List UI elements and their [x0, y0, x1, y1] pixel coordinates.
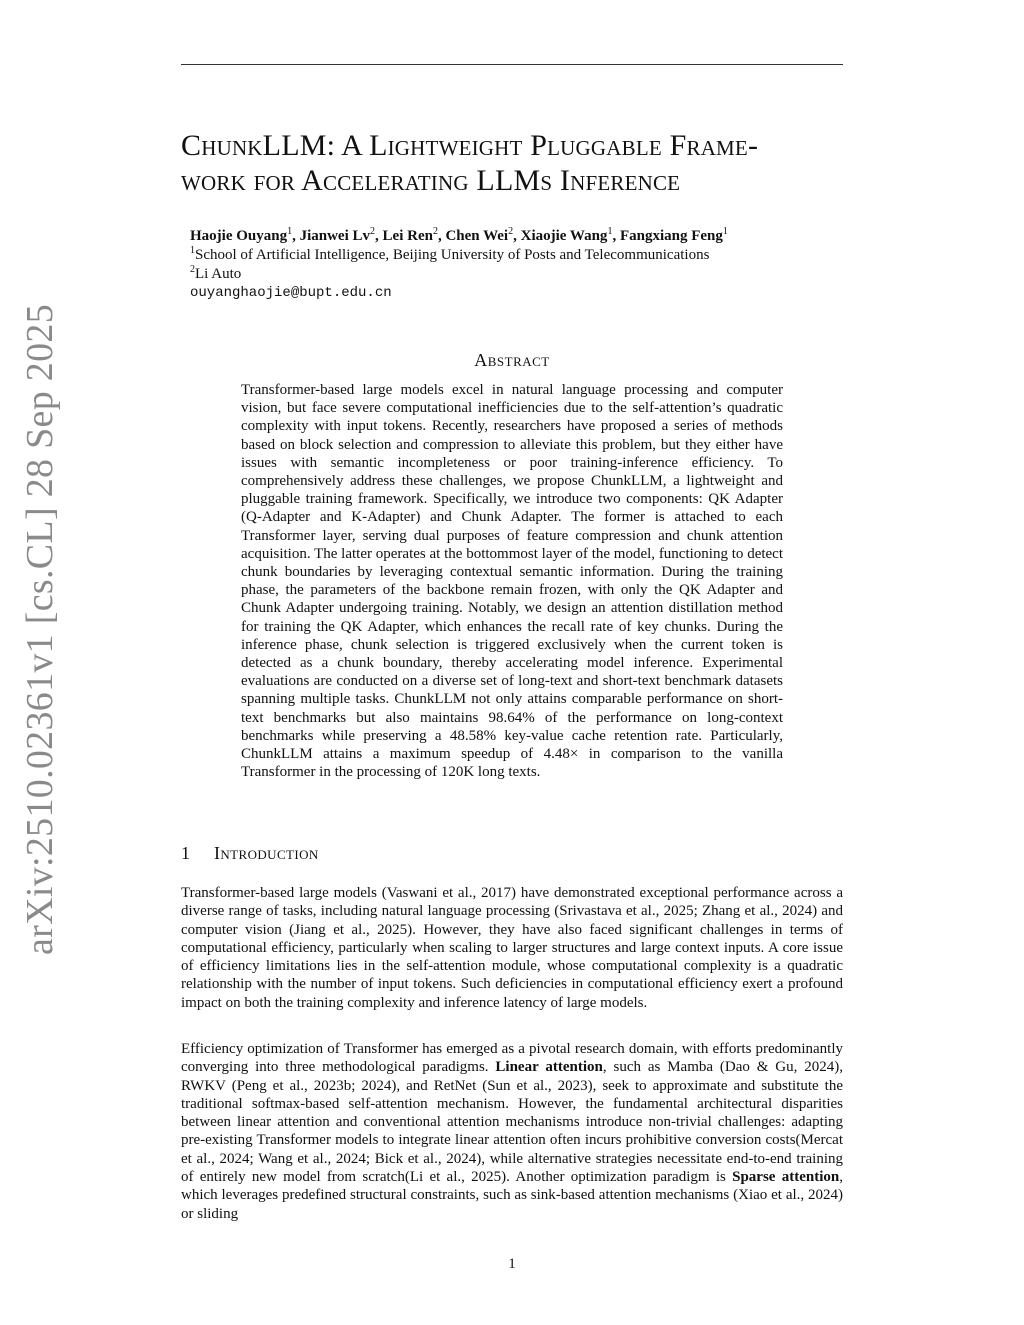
- affiliation-text: Li Auto: [195, 266, 242, 282]
- section-heading-introduction: [181, 843, 319, 864]
- author-name: Jianwei Lv: [299, 228, 371, 244]
- author-block: [190, 227, 840, 303]
- affiliation-mark: 1: [607, 226, 613, 237]
- affiliation-mark: 2: [508, 226, 514, 237]
- page-number: 1: [508, 1256, 516, 1272]
- author-email: ouyanghaojie@bupt.edu.cn: [190, 285, 392, 301]
- emphasis-linear-attention: Linear attention: [495, 1059, 603, 1076]
- affiliation-mark: 2: [190, 264, 195, 275]
- affiliation-mark: 2: [432, 226, 438, 237]
- author-name: Xiaojie Wang: [520, 228, 608, 244]
- arxiv-watermark: arXiv:2510.02361v1 [cs.CL] 28 Sep 2025: [19, 304, 61, 955]
- title-line-1: ChunkLLM: A Lightweight Pluggable Frame-: [181, 129, 759, 162]
- author-name: Haojie Ouyang: [190, 228, 288, 244]
- author-name: Fangxiang Feng: [619, 228, 723, 244]
- section-number: 1: [181, 843, 191, 863]
- intro-paragraph-2: [181, 1040, 843, 1223]
- affiliation-mark: 1: [190, 245, 195, 256]
- affiliation-text: School of Artificial Intelligence, Beijing University of Posts and Telecommunications: [195, 247, 710, 263]
- top-rule: [181, 64, 843, 65]
- affiliation-2: [190, 265, 840, 284]
- affiliation-mark: 1: [722, 226, 728, 237]
- section-title: Introduction: [214, 843, 319, 863]
- paragraph-text: Efficiency optimization of Transformer has emerged as a pivotal research domain, with efforts predominantly converging into three methodological paradigms.: [181, 1041, 843, 1076]
- paragraph-text: , which leverages predefined structural constraints, such as sink-based attention mechanisms (Xiao et al., 2024) or sliding: [181, 1169, 843, 1222]
- author-name: Lei Ren: [382, 228, 433, 244]
- affiliation-mark: 2: [370, 226, 376, 237]
- intro-paragraph-1: Transformer-based large models (Vaswani et al., 2017) have demonstrated exceptional performance across a diverse range of tasks, including natural language processing (Srivastava et al., 2025; Zhang et al., 2024) and computer vision (Jiang et al., 2025). However, they have also faced significant challenges in terms of computational efficiency, particularly when scaling to larger structures and large context inputs. A core issue of efficiency limitations lies in the self-attention module, whose computational complexity is a quadratic relationship with the number of input tokens. Such deficiencies in computational efficiency exert a profound impact on both the training complexity and inference latency of large models.: [181, 885, 843, 1011]
- abstract-text: Transformer-based large models excel in natural language processing and computer vision, but face severe computational inefficiencies due to the self-attention’s quadratic complexity with input tokens. Recently, researchers have proposed a series of methods based on block selection and compression to alleviate this problem, but they either have issues with semantic incompleteness or poor training-inference efficiency. To comprehensively address these challenges, we propose ChunkLLM, a lightweight and pluggable training framework. Specifically, we introduce two components: QK Adapter (Q-Adapter and K-Adapter) and Chunk Adapter. The former is attached to each Transformer layer, serving dual purposes of feature compression and chunk attention acquisition. The latter operates at the bottommost layer of the model, functioning to detect chunk boundaries by leveraging contextual semantic information. During the training phase, the parameters of the backbone remain frozen, with only the QK Adapter and Chunk Adapter undergoing training. Notably, we design an attention distillation method for training the QK Adapter, which enhances the recall rate of key chunks. During the inference phase, chunk selection is triggered exclusively when the current token is detected as a chunk boundary, thereby accelerating model inference. Experimental evaluations are conducted on a diverse set of long-text and short-text benchmark datasets spanning multiple tasks. ChunkLLM not only attains comparable performance on short-text benchmarks but also maintains 98.64% of the performance on long-context benchmarks while preserving a 48.58% key-value cache retention rate. Particularly, ChunkLLM attains a maximum speedup of 4.48× in comparison to the vanilla Transformer in the processing of 120K long texts.: [241, 382, 783, 781]
- title-line-2: work for Accelerating LLMs Inference: [181, 164, 681, 197]
- abstract-heading: Abstract: [474, 350, 550, 370]
- paragraph-text: , such as Mamba (Dao & Gu, 2024), RWKV (Peng et al., 2023b; 2024), and RetNet (Sun et al., 2023), seek to approximate and substitute the traditional softmax-based self-attention mechanism. However, the fundamental architectural disparities between linear attention and conventional attention mechanisms introduce non-trivial challenges: adapting pre-existing Transformer models to integrate linear attention often incurs prohibitive conversion costs(Mercat et al., 2024; Wang et al., 2024; Bick et al., 2024), while alternative strategies necessitate end-to-end training of entirely new model from scratch(Li et al., 2025). Another optimization paradigm is: [181, 1059, 843, 1186]
- author-name: Chen Wei: [445, 228, 509, 244]
- emphasis-sparse-attention: Sparse attention: [732, 1169, 840, 1186]
- paper-title: [181, 128, 846, 198]
- affiliation-1: [190, 246, 840, 265]
- author-list: Haojie Ouyang$^1$, Jianwei Lv$^2$, Lei Ren$^2$, Chen Wei$^2$, Xiaojie Wang$^1$, Fangxiang Feng$^1$: [190, 226, 728, 244]
- affiliation-mark: 1: [287, 226, 293, 237]
